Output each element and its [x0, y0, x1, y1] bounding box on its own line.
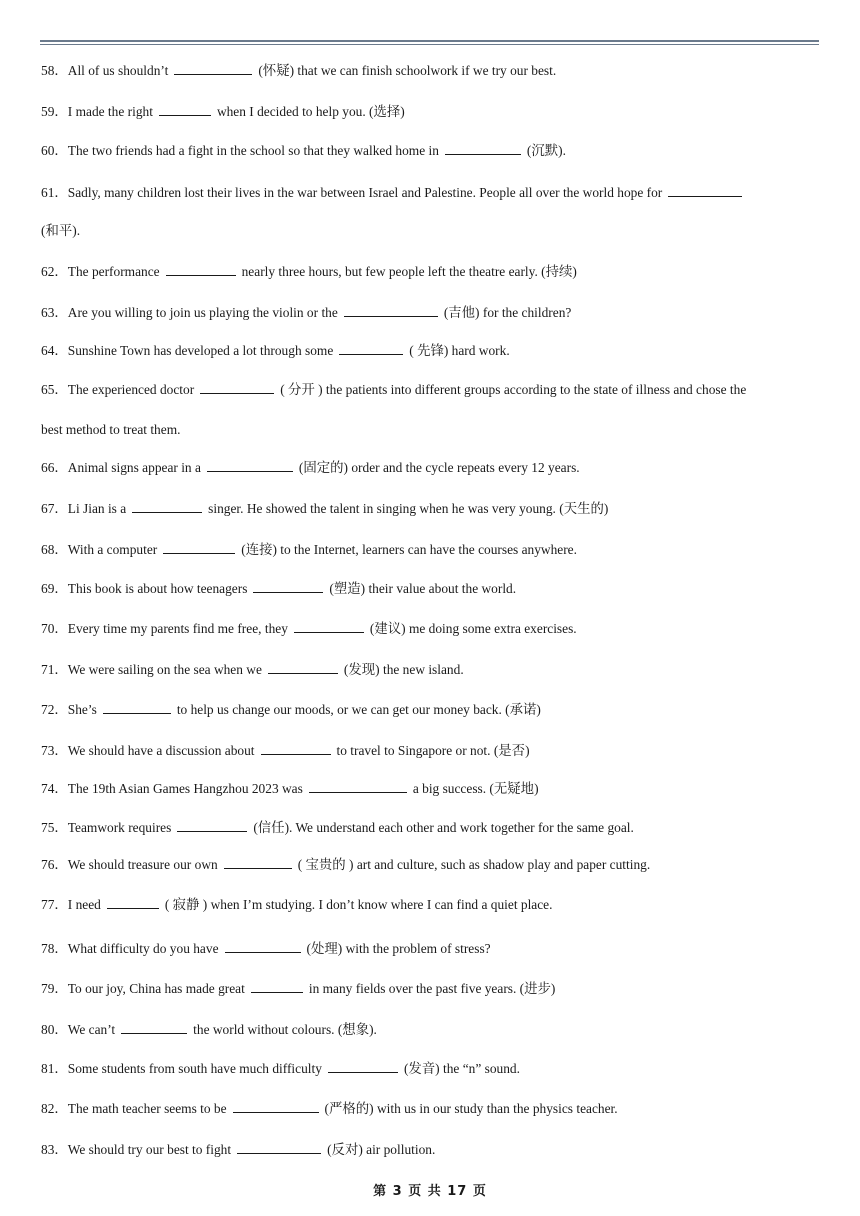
question-number: 80．	[41, 1022, 68, 1037]
answer-blank[interactable]	[344, 304, 438, 317]
question-text-after: (吉他) for the children?	[443, 305, 572, 320]
question-text-before: Every time my parents find me free, they	[67, 621, 288, 636]
question-number: 81．	[41, 1061, 68, 1076]
question-item	[41, 541, 821, 559]
question-text-after: a big success. (无疑地)	[412, 781, 539, 796]
question-item	[41, 184, 821, 202]
question-text-before: The performance	[67, 264, 160, 279]
question-number: 68．	[41, 542, 68, 557]
question-item	[41, 1060, 821, 1078]
question-text-before: Some students from south have much difficulty	[67, 1061, 322, 1076]
question-number: 64．	[41, 343, 68, 358]
question-item	[41, 1141, 821, 1159]
header-rule-thick	[40, 40, 819, 42]
question-item	[41, 1100, 821, 1118]
question-number: 75．	[41, 820, 68, 835]
question-continuation: best method to treat them.	[41, 422, 181, 437]
question-item	[41, 459, 821, 477]
question-item	[41, 381, 821, 399]
question-text-after: (塑造) their value about the world.	[329, 581, 517, 596]
question-text-before: We can’t	[67, 1022, 116, 1037]
answer-blank[interactable]	[207, 459, 293, 472]
question-number: 72．	[41, 702, 68, 717]
answer-blank[interactable]	[261, 742, 331, 755]
question-number: 78．	[41, 941, 68, 956]
question-text-before: To our joy, China has made great	[67, 981, 245, 996]
question-text-before: Li Jian is a	[67, 501, 127, 516]
question-text-before: We should treasure our own	[67, 857, 218, 872]
question-item	[41, 896, 821, 914]
question-item	[41, 620, 821, 638]
question-text-after: (连接) to the Internet, learners can have the courses anywhere.	[241, 542, 577, 557]
answer-blank[interactable]	[339, 342, 403, 355]
question-item	[41, 661, 821, 679]
question-text-after: ( 先锋) hard work.	[409, 343, 510, 358]
answer-blank[interactable]	[225, 940, 301, 953]
question-number: 62．	[41, 264, 68, 279]
question-text-before: Sadly, many children lost their lives in the war between Israel and Palestine. People all over the world hope for	[67, 185, 663, 200]
answer-blank[interactable]	[233, 1100, 319, 1113]
answer-blank[interactable]	[224, 856, 292, 869]
question-text-before: The two friends had a fight in the school so that they walked home in	[67, 143, 439, 158]
question-number: 74．	[41, 781, 68, 796]
question-number: 58．	[41, 63, 68, 78]
question-item	[41, 819, 821, 837]
question-text-after: (固定的) order and the cycle repeats every 12 years.	[298, 460, 580, 475]
question-item	[41, 780, 821, 798]
question-text-after: ( 寂静 ) when I’m studying. I don’t know where I can find a quiet place.	[164, 897, 553, 912]
question-text-after: to help us change our moods, or we can get our money back. (承诺)	[176, 702, 541, 717]
question-item	[41, 500, 821, 518]
question-number: 59．	[41, 104, 68, 119]
question-text-before: The experienced doctor	[67, 382, 195, 397]
answer-blank[interactable]	[103, 701, 171, 714]
answer-blank[interactable]	[159, 103, 211, 116]
question-number: 70．	[41, 621, 68, 636]
answer-blank[interactable]	[237, 1141, 321, 1154]
question-text-before: Animal signs appear in a	[67, 460, 201, 475]
question-text-before: We were sailing on the sea when we	[67, 662, 262, 677]
question-number: 77．	[41, 897, 68, 912]
question-text-before: I made the right	[67, 104, 153, 119]
question-number: 61．	[41, 185, 68, 200]
question-number: 71．	[41, 662, 68, 677]
question-text-after: ( 分开 ) the patients into different groups according to the state of illness and chose the	[280, 382, 747, 397]
answer-blank[interactable]	[163, 541, 235, 554]
answer-blank[interactable]	[132, 500, 202, 513]
question-text-after: (信任). We understand each other and work together for the same goal.	[253, 820, 634, 835]
question-text-before: What difficulty do you have	[67, 941, 219, 956]
question-text-before: Are you willing to join us playing the violin or the	[67, 305, 338, 320]
answer-blank[interactable]	[294, 620, 364, 633]
question-text-after: ( 宝贵的 ) art and culture, such as shadow play and paper cutting.	[297, 857, 651, 872]
question-item	[41, 980, 821, 998]
question-number: 73．	[41, 743, 68, 758]
question-text-after: (发音) the “n” sound.	[403, 1061, 520, 1076]
question-item	[41, 940, 821, 958]
answer-blank[interactable]	[166, 263, 236, 276]
answer-blank[interactable]	[268, 661, 338, 674]
question-text-before: The 19th Asian Games Hangzhou 2023 was	[67, 781, 303, 796]
question-item	[41, 742, 821, 760]
question-text-before: Teamwork requires	[67, 820, 172, 835]
question-item	[41, 62, 821, 80]
question-text-after: (处理) with the problem of stress?	[306, 941, 491, 956]
answer-blank[interactable]	[121, 1021, 187, 1034]
question-text-before: With a computer	[67, 542, 158, 557]
question-text-before: Sunshine Town has developed a lot through some	[67, 343, 334, 358]
page-footer: 第 3 页 共 17 页	[373, 1184, 487, 1199]
question-item	[41, 304, 821, 322]
header-rule-thin	[40, 44, 819, 45]
question-text-after: (严格的) with us in our study than the physics teacher.	[324, 1101, 618, 1116]
question-text-after: to travel to Singapore or not. (是否)	[336, 743, 530, 758]
question-number: 76．	[41, 857, 68, 872]
question-number: 63．	[41, 305, 68, 320]
answer-blank[interactable]	[174, 62, 252, 75]
question-item	[41, 342, 821, 360]
question-text-after: in many fields over the past five years. (进步)	[308, 981, 556, 996]
answer-blank[interactable]	[251, 980, 303, 993]
question-number: 83．	[41, 1142, 68, 1157]
question-text-before: We should try our best to fight	[67, 1142, 232, 1157]
question-text-before: The math teacher seems to be	[67, 1101, 227, 1116]
question-text-after: the world without colours. (想象).	[193, 1022, 377, 1037]
question-text-before: We should have a discussion about	[67, 743, 255, 758]
question-continuation: (和平).	[41, 223, 81, 238]
question-text-after: (建议) me doing some extra exercises.	[369, 621, 577, 636]
question-text-after: (沉默).	[526, 143, 566, 158]
question-number: 66．	[41, 460, 68, 475]
question-number: 67．	[41, 501, 68, 516]
question-text-before: She’s	[67, 702, 97, 717]
answer-blank[interactable]	[445, 142, 521, 155]
question-item	[41, 1021, 821, 1039]
question-item	[41, 701, 821, 719]
question-text-after: singer. He showed the talent in singing when he was very young. (天生的)	[208, 501, 609, 516]
question-item	[41, 142, 821, 160]
question-text-after: (怀疑) that we can finish schoolwork if we try our best.	[258, 63, 557, 78]
question-text-after: when I decided to help you. (选择)	[216, 104, 405, 119]
answer-blank[interactable]	[253, 580, 323, 593]
question-text-after: nearly three hours, but few people left the theatre early. (持续)	[241, 264, 577, 279]
question-number: 65．	[41, 382, 68, 397]
question-text-before: All of us shouldn’t	[67, 63, 169, 78]
question-number: 82．	[41, 1101, 68, 1116]
question-text-after: (发现) the new island.	[343, 662, 464, 677]
question-item	[41, 103, 821, 121]
answer-blank[interactable]	[328, 1060, 398, 1073]
answer-blank[interactable]	[309, 780, 407, 793]
question-item	[41, 856, 821, 874]
answer-blank[interactable]	[107, 896, 159, 909]
question-text-before: I need	[67, 897, 101, 912]
answer-blank[interactable]	[177, 819, 247, 832]
answer-blank[interactable]	[668, 184, 742, 197]
question-number: 79．	[41, 981, 68, 996]
question-text-after: (反对) air pollution.	[327, 1142, 436, 1157]
question-number: 60．	[41, 143, 68, 158]
question-item	[41, 263, 821, 281]
answer-blank[interactable]	[200, 381, 274, 394]
question-text-before: This book is about how teenagers	[67, 581, 248, 596]
question-number: 69．	[41, 581, 68, 596]
question-item	[41, 580, 821, 598]
